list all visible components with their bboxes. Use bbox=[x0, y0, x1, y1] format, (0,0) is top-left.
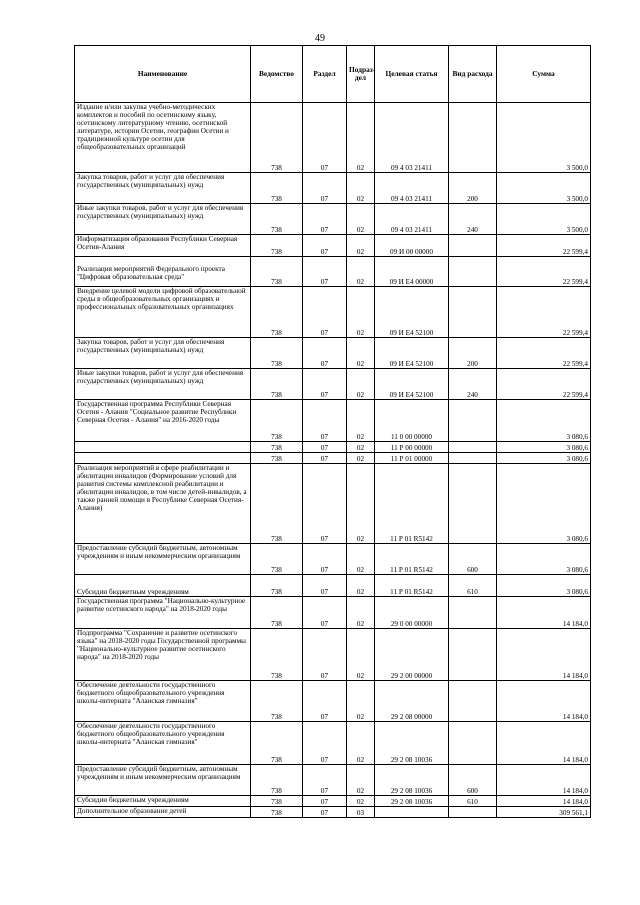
cell-dept: 738 bbox=[251, 257, 303, 287]
cell-subsection: 02 bbox=[347, 338, 375, 369]
cell-section: 07 bbox=[303, 257, 347, 287]
cell-exp-type bbox=[449, 464, 497, 544]
cell-dept: 738 bbox=[251, 369, 303, 400]
cell-sum: 3 080,6 bbox=[497, 544, 591, 575]
cell-target: 09 4 03 21411 bbox=[375, 173, 449, 204]
cell-section: 07 bbox=[303, 235, 347, 257]
header-target: Целевая статья bbox=[375, 46, 449, 103]
cell-name: Предоставление субсидий бюджетным, автономным учреждениям и иным некоммерческим организациям bbox=[75, 765, 251, 796]
table-row bbox=[75, 629, 591, 681]
budget-table bbox=[74, 45, 591, 818]
cell-sum: 3 500,0 bbox=[497, 204, 591, 235]
cell-subsection: 02 bbox=[347, 453, 375, 464]
table-row bbox=[75, 204, 591, 235]
cell-exp-type bbox=[449, 103, 497, 173]
cell-dept: 738 bbox=[251, 575, 303, 597]
cell-subsection: 02 bbox=[347, 257, 375, 287]
cell-sum: 22 599,4 bbox=[497, 338, 591, 369]
cell-target bbox=[375, 807, 449, 818]
cell-exp-type: 240 bbox=[449, 369, 497, 400]
cell-dept: 738 bbox=[251, 338, 303, 369]
cell-section: 07 bbox=[303, 287, 347, 338]
table-row bbox=[75, 464, 591, 544]
cell-sum: 22 599,4 bbox=[497, 369, 591, 400]
table-row bbox=[75, 338, 591, 369]
cell-exp-type bbox=[449, 442, 497, 453]
cell-sum: 22 599,4 bbox=[497, 235, 591, 257]
cell-target: 11 Р 01 R5142 bbox=[375, 575, 449, 597]
cell-exp-type bbox=[449, 287, 497, 338]
cell-subsection: 02 bbox=[347, 235, 375, 257]
table-header-row bbox=[75, 46, 591, 103]
cell-sum: 3 080,6 bbox=[497, 400, 591, 442]
cell-subsection: 02 bbox=[347, 629, 375, 681]
cell-target: 11 Р 00 00000 bbox=[375, 442, 449, 453]
cell-name: Обеспечение деятельности государственного бюджетного общеобразовательного учреждения школы-интерната "Аланская гимназия" bbox=[75, 681, 251, 722]
cell-subsection: 02 bbox=[347, 575, 375, 597]
cell-sum: 22 599,4 bbox=[497, 287, 591, 338]
cell-subsection: 02 bbox=[347, 796, 375, 807]
cell-target: 11 0 00 00000 bbox=[375, 400, 449, 442]
cell-dept: 738 bbox=[251, 173, 303, 204]
cell-sum: 14 184,0 bbox=[497, 796, 591, 807]
cell-sum: 22 599,4 bbox=[497, 257, 591, 287]
cell-exp-type: 200 bbox=[449, 173, 497, 204]
table-row bbox=[75, 453, 591, 464]
page-number: 49 bbox=[315, 33, 325, 44]
table-row bbox=[75, 235, 591, 257]
cell-subsection: 02 bbox=[347, 287, 375, 338]
cell-exp-type: 600 bbox=[449, 765, 497, 796]
table-row bbox=[75, 796, 591, 807]
cell-subsection: 02 bbox=[347, 765, 375, 796]
cell-target: 09 И 00 00000 bbox=[375, 235, 449, 257]
cell-subsection: 02 bbox=[347, 464, 375, 544]
header-dept: Ведомство bbox=[251, 46, 303, 103]
cell-dept: 738 bbox=[251, 681, 303, 722]
cell-section: 07 bbox=[303, 796, 347, 807]
cell-exp-type bbox=[449, 681, 497, 722]
cell-subsection: 02 bbox=[347, 369, 375, 400]
cell-name: Издание и/или закупка учебно-методических комплектов и пособий по осетинскому языку, осетинскому литературному чтению, осетинской литературе, истории Осетии, географии Осетии и традиционной культуре осетин для общеобразовательных организаций bbox=[75, 103, 251, 173]
table-row bbox=[75, 103, 591, 173]
cell-dept: 738 bbox=[251, 400, 303, 442]
cell-section: 07 bbox=[303, 575, 347, 597]
cell-exp-type: 200 bbox=[449, 338, 497, 369]
cell-name bbox=[75, 442, 251, 453]
cell-name: Закупка товаров, работ и услуг для обеспечения государственных (муниципальных) нужд bbox=[75, 338, 251, 369]
cell-dept: 738 bbox=[251, 765, 303, 796]
header-sum: Сумма bbox=[497, 46, 591, 103]
cell-dept: 738 bbox=[251, 235, 303, 257]
cell-target: 29 2 08 10036 bbox=[375, 796, 449, 807]
cell-dept: 738 bbox=[251, 807, 303, 818]
cell-target: 11 Р 01 00000 bbox=[375, 453, 449, 464]
cell-dept: 738 bbox=[251, 442, 303, 453]
cell-exp-type: 600 bbox=[449, 544, 497, 575]
cell-sum: 3 080,6 bbox=[497, 453, 591, 464]
cell-name: Внедрение целевой модели цифровой образовательной среды в общеобразовательных организациях и профессиональных образовательных организациях bbox=[75, 287, 251, 338]
cell-sum: 14 184,0 bbox=[497, 681, 591, 722]
cell-section: 07 bbox=[303, 442, 347, 453]
cell-target: 09 И Е4 00000 bbox=[375, 257, 449, 287]
cell-name: Реализация мероприятий Федерального проекта "Цифровая образовательная среда" bbox=[75, 257, 251, 287]
cell-dept: 738 bbox=[251, 544, 303, 575]
cell-section: 07 bbox=[303, 453, 347, 464]
table-row bbox=[75, 173, 591, 204]
cell-subsection: 03 bbox=[347, 807, 375, 818]
cell-dept: 738 bbox=[251, 597, 303, 629]
table-row bbox=[75, 257, 591, 287]
cell-sum: 14 184,0 bbox=[497, 597, 591, 629]
table-row bbox=[75, 765, 591, 796]
cell-dept: 738 bbox=[251, 722, 303, 765]
cell-target: 09 И Е4 52100 bbox=[375, 338, 449, 369]
cell-subsection: 02 bbox=[347, 400, 375, 442]
cell-name: Государственная программа "Национально-культурное развитие осетинского народа" на 2018-2020 годы bbox=[75, 597, 251, 629]
cell-section: 07 bbox=[303, 464, 347, 544]
cell-sum: 14 184,0 bbox=[497, 765, 591, 796]
cell-exp-type: 610 bbox=[449, 575, 497, 597]
cell-name: Иные закупки товаров, работ и услуг для обеспечения государственных (муниципальных) нужд bbox=[75, 369, 251, 400]
cell-dept: 738 bbox=[251, 796, 303, 807]
cell-name: Государственная программа Республики Северная Осетия - Алания "Социальное развитие Республики Северная Осетия - Алания" на 2016-2020 годы bbox=[75, 400, 251, 442]
cell-sum: 3 080,6 bbox=[497, 575, 591, 597]
cell-name: Реализация мероприятий в сфере реабилитации и абилитации инвалидов (Формирование условий для развития системы комплексной реабилитации и абилитации инвалидов, в том числе детей-инвалидов, а также ранней помощи в Республике Северная Осетия-Алания) bbox=[75, 464, 251, 544]
cell-subsection: 02 bbox=[347, 681, 375, 722]
cell-exp-type bbox=[449, 257, 497, 287]
cell-name: Иные закупки товаров, работ и услуг для обеспечения государственных (муниципальных) нужд bbox=[75, 204, 251, 235]
cell-exp-type bbox=[449, 400, 497, 442]
cell-exp-type bbox=[449, 453, 497, 464]
cell-target: 11 Р 01 R5142 bbox=[375, 544, 449, 575]
header-name: Наименование bbox=[75, 46, 251, 103]
cell-exp-type: 240 bbox=[449, 204, 497, 235]
cell-name: Подпрограмма "Сохранение и развитие осетинского языка" на 2018-2020 годы Государственной программы "Национально-культурное развитие осетинского народа" на 2018-2020 годы bbox=[75, 629, 251, 681]
cell-target: 29 2 00 00000 bbox=[375, 629, 449, 681]
cell-subsection: 02 bbox=[347, 597, 375, 629]
cell-section: 07 bbox=[303, 629, 347, 681]
cell-sum: 14 184,0 bbox=[497, 722, 591, 765]
cell-subsection: 02 bbox=[347, 722, 375, 765]
table-row bbox=[75, 807, 591, 818]
cell-name: Дополнительное образование детей bbox=[75, 807, 251, 818]
cell-section: 07 bbox=[303, 544, 347, 575]
table-row bbox=[75, 287, 591, 338]
cell-section: 07 bbox=[303, 722, 347, 765]
table-row bbox=[75, 575, 591, 597]
cell-dept: 738 bbox=[251, 103, 303, 173]
cell-target: 09 4 03 21411 bbox=[375, 103, 449, 173]
table-row bbox=[75, 597, 591, 629]
cell-dept: 738 bbox=[251, 629, 303, 681]
cell-sum: 3 500,0 bbox=[497, 103, 591, 173]
cell-dept: 738 bbox=[251, 453, 303, 464]
cell-section: 07 bbox=[303, 204, 347, 235]
cell-exp-type bbox=[449, 807, 497, 818]
cell-sum: 14 184,0 bbox=[497, 629, 591, 681]
cell-dept: 738 bbox=[251, 204, 303, 235]
cell-name: Обеспечение деятельности государственного бюджетного общеобразовательного учреждения школы-интерната "Аланская гимназия" bbox=[75, 722, 251, 765]
cell-target: 29 2 08 10036 bbox=[375, 722, 449, 765]
cell-subsection: 02 bbox=[347, 173, 375, 204]
header-subsection: Подраз-дел bbox=[347, 46, 375, 103]
cell-section: 07 bbox=[303, 765, 347, 796]
cell-name: Информатизация образования Республики Северная Осетия-Алания bbox=[75, 235, 251, 257]
cell-section: 07 bbox=[303, 681, 347, 722]
cell-exp-type bbox=[449, 235, 497, 257]
cell-target: 29 0 00 00000 bbox=[375, 597, 449, 629]
table-row bbox=[75, 544, 591, 575]
cell-exp-type bbox=[449, 629, 497, 681]
cell-name: Субсидии бюджетным учреждениям bbox=[75, 796, 251, 807]
cell-section: 07 bbox=[303, 400, 347, 442]
header-exp-type: Вид расхода bbox=[449, 46, 497, 103]
header-section: Раздел bbox=[303, 46, 347, 103]
cell-exp-type: 610 bbox=[449, 796, 497, 807]
cell-subsection: 02 bbox=[347, 544, 375, 575]
cell-exp-type bbox=[449, 722, 497, 765]
cell-target: 11 Р 01 R5142 bbox=[375, 464, 449, 544]
table-row bbox=[75, 400, 591, 442]
cell-sum: 309 561,1 bbox=[497, 807, 591, 818]
cell-target: 29 2 08 00000 bbox=[375, 681, 449, 722]
table-row bbox=[75, 681, 591, 722]
table-row bbox=[75, 369, 591, 400]
cell-target: 09 И Е4 52100 bbox=[375, 287, 449, 338]
cell-name: Закупка товаров, работ и услуг для обеспечения государственных (муниципальных) нужд bbox=[75, 173, 251, 204]
cell-target: 09 И Е4 52100 bbox=[375, 369, 449, 400]
cell-target: 29 2 08 10036 bbox=[375, 765, 449, 796]
cell-name bbox=[75, 453, 251, 464]
cell-section: 07 bbox=[303, 807, 347, 818]
cell-dept: 738 bbox=[251, 464, 303, 544]
cell-section: 07 bbox=[303, 173, 347, 204]
cell-dept: 738 bbox=[251, 287, 303, 338]
cell-target: 09 4 03 21411 bbox=[375, 204, 449, 235]
cell-sum: 3 500,0 bbox=[497, 173, 591, 204]
cell-sum: 3 080,6 bbox=[497, 464, 591, 544]
cell-section: 07 bbox=[303, 369, 347, 400]
cell-section: 07 bbox=[303, 597, 347, 629]
table-row bbox=[75, 722, 591, 765]
cell-subsection: 02 bbox=[347, 204, 375, 235]
table-row bbox=[75, 442, 591, 453]
cell-name: Предоставление субсидий бюджетным, автономным учреждениям и иным некоммерческим организациям bbox=[75, 544, 251, 575]
cell-sum: 3 080,6 bbox=[497, 442, 591, 453]
cell-name: Субсидии бюджетным учреждениям bbox=[75, 575, 251, 597]
cell-section: 07 bbox=[303, 103, 347, 173]
cell-subsection: 02 bbox=[347, 103, 375, 173]
cell-exp-type bbox=[449, 597, 497, 629]
cell-subsection: 02 bbox=[347, 442, 375, 453]
cell-section: 07 bbox=[303, 338, 347, 369]
